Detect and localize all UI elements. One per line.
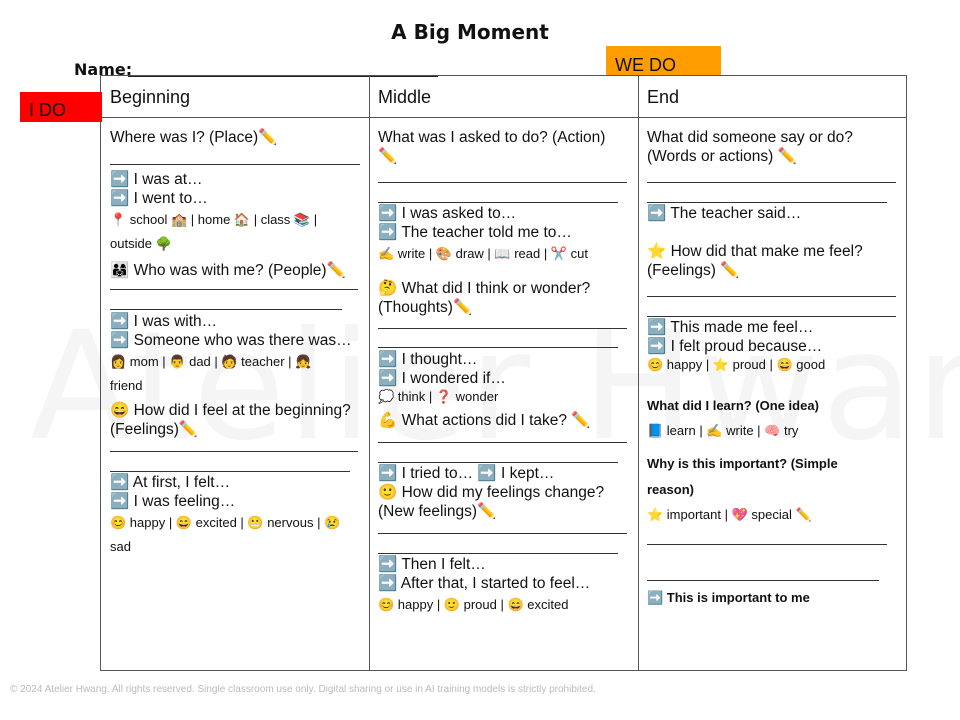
answer-line	[110, 164, 360, 165]
i-do-badge: I DO	[20, 92, 102, 122]
place-options: 📍 school 🏫 | home 🏠 | class 📚 |	[110, 212, 318, 227]
answer-line	[110, 471, 350, 472]
sentence-starter: ➡️ I went to…	[110, 190, 208, 207]
sentence-starter: ➡️ After that, I started to feel…	[378, 575, 591, 592]
middle-header: Middle	[369, 76, 638, 118]
end-header: End	[638, 76, 906, 118]
sentence-starter: ➡️ This made me feel…	[647, 319, 814, 336]
middle-column	[369, 76, 639, 670]
answer-line	[647, 296, 896, 297]
feelings-options: 😊 happy | 😄 excited | 😬 nervous | 😢	[110, 515, 341, 530]
sentence-starter: ➡️ I felt proud because…	[647, 338, 823, 355]
importance-sentence-starter: ➡️ This is important to me	[647, 590, 810, 605]
learn-options: 📘 learn | ✍️ write | 🧠 try	[647, 423, 799, 438]
answer-line	[378, 442, 627, 443]
answer-line	[110, 451, 358, 452]
answer-line	[647, 316, 896, 317]
answer-line	[110, 309, 342, 310]
page-title: A Big Moment	[391, 20, 549, 44]
action-question: What was I asked to do? (Action) ✏️	[378, 129, 606, 165]
answer-line	[378, 182, 627, 183]
new-feelings-options: 😊 happy | 🙂 proud | 😄 excited	[378, 597, 569, 612]
sentence-starter: ➡️ I was at…	[110, 171, 203, 188]
answer-line	[378, 202, 618, 203]
sentence-starter: ➡️ The teacher told me to…	[378, 224, 572, 241]
sentence-starter: ➡️ I wondered if…	[378, 370, 506, 387]
answer-line	[378, 347, 618, 348]
importance-question: reason)	[647, 482, 694, 497]
sentence-starter: ➡️ At first, I felt…	[110, 474, 231, 491]
people-options: 👩 mom | 👨 dad | 🧑 teacher | 👧	[110, 354, 312, 369]
thoughts-options: 💭 think | ❓ wonder	[378, 389, 499, 404]
sentence-starter: ➡️ I thought…	[378, 351, 478, 368]
we-do-badge: WE DO	[606, 46, 721, 76]
beginning-header: Beginning	[101, 76, 369, 118]
learn-question: What did I learn? (One idea)	[647, 398, 819, 413]
feelings-options: sad	[110, 539, 131, 554]
beginning-column	[101, 76, 370, 670]
sentence-starter: ➡️ I was with…	[110, 313, 218, 330]
importance-question: Why is this important? (Simple	[647, 456, 838, 471]
end-feelings-question: ⭐ How did that make me feel? (Feelings) ✏️	[647, 243, 863, 279]
words-question: What did someone say or do? (Words or actions) ✏️	[647, 129, 853, 165]
answer-line	[378, 328, 627, 329]
end-feelings-options: 😊 happy | ⭐ proud | 😄 good	[647, 357, 826, 372]
answer-line	[378, 553, 618, 554]
end-column	[638, 76, 906, 670]
answer-line	[647, 580, 879, 581]
sentence-starter: ➡️ I tried to… ➡️ I kept…	[378, 465, 555, 482]
answer-line	[378, 462, 618, 463]
answer-line	[110, 289, 358, 290]
action-options: ✍️ write | 🎨 draw | 📖 read | ✂️ cut	[378, 246, 588, 261]
place-options: outside 🌳	[110, 236, 172, 251]
actions-question: 💪 What actions did I take? ✏️	[378, 412, 591, 429]
thoughts-question: 🤔 What did I think or wonder? (Thoughts)✏️	[378, 280, 591, 316]
sentence-starter: ➡️ Then I felt…	[378, 556, 486, 573]
answer-line	[647, 544, 887, 545]
sentence-starter: ➡️ I was feeling…	[110, 493, 236, 510]
answer-line	[378, 533, 627, 534]
sentence-starter: ➡️ The teacher said…	[647, 205, 802, 222]
sentence-starter: ➡️ Someone who was there was…	[110, 332, 352, 349]
importance-options: ⭐ important | 💖 special ✏️	[647, 507, 812, 522]
people-question: 👨‍👩‍👧 Who was with me? (People)✏️	[110, 262, 346, 279]
feelings-question: 😄 How did I feel at the beginning? (Feelings)✏️	[110, 402, 351, 438]
place-question: Where was I? (Place)✏️	[110, 129, 278, 146]
name-label: Name:	[74, 60, 133, 79]
sentence-starter: ➡️ I was asked to…	[378, 205, 517, 222]
answer-line	[647, 182, 896, 183]
story-table	[100, 75, 907, 671]
new-feelings-question: 🙂 How did my feelings change? (New feelings)✏️	[378, 484, 605, 520]
answer-line	[647, 202, 887, 203]
copyright-footer: © 2024 Atelier Hwang. All rights reserved. Single classroom use only. Digital sharing or use in AI training models is strictly prohibited.	[10, 684, 596, 695]
people-options: friend	[110, 378, 143, 393]
